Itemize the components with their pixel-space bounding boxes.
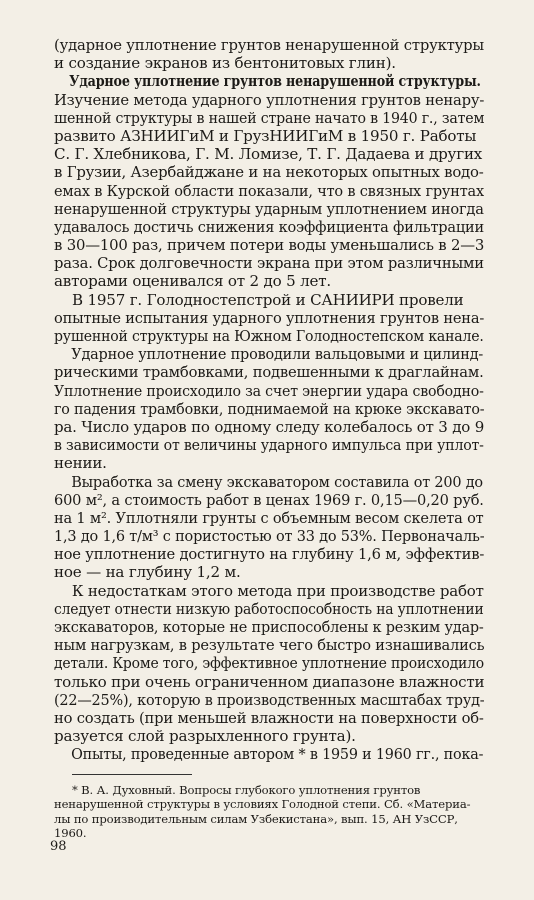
text-line: следует отнести низкую работоспособность на уплотнении (54, 599, 484, 618)
text-line: (22—25%), которую в производственных масштабах труд- (54, 690, 485, 709)
text-line: но создать (при меньшей влажности на поверхности об- (54, 708, 484, 727)
paragraph-start: В 1957 г. Голодностепстрой и САНИИРИ провели (72, 290, 464, 309)
text-line: рическими трамбовками, подвешенными к драглайнам. (54, 363, 484, 382)
text-line: 1,3 до 1,6 т/м³ с пористостью от 33 до 53%. Первоначаль- (54, 527, 485, 546)
text-line: экскаваторов, которые не приспособлены к резким удар- (54, 618, 484, 636)
text-line: ное уплотнение достигнуто на глубину 1,6 м, эффектив- (54, 545, 485, 564)
footnote-rule (72, 774, 192, 775)
text-line: ра. Число ударов по одному следу колебалось от 3 до 9 (54, 417, 485, 436)
text-line: нении. (54, 454, 107, 473)
text-line: шенной структуры в нашей стране начато в 1940 г., затем (54, 108, 485, 127)
text-line: детали. Кроме того, эффективное уплотнение происходило (54, 654, 484, 673)
text-line: Изучение метода ударного уплотнения грунтов ненару- (54, 90, 485, 109)
text-line: авторами оценивался от 2 до 5 лет. (54, 272, 331, 291)
paragraph-start: Опыты, проведенные автором * в 1959 и 1960 гг., пока- (71, 745, 484, 764)
text-line: Уплотнение происходило за счет энергии удара свободно- (54, 381, 484, 400)
text-line: С. Г. Хлебникова, Г. М. Ломизе, Т. Г. Дадаева и других (54, 145, 483, 164)
text-line: ным нагрузкам, в результате чего быстро изнашивались (54, 636, 485, 655)
body-text (54, 36, 484, 764)
text-line: и создание экранов из бентонитовых глин). (54, 54, 396, 73)
paragraph-start: Ударное уплотнение проводили вальцовыми и цилинд- (71, 345, 484, 364)
text-line: опытные испытания ударного уплотнения грунтов нена- (54, 308, 485, 327)
text-line: в Грузии, Азербайджане и на некоторых опытных водо- (54, 163, 484, 182)
text-line: разуется слой разрыхленного грунта). (54, 727, 356, 746)
text-line: в зависимости от величины ударного импульса при уплот- (54, 436, 484, 455)
text-line: только при очень ограниченном диапазоне влажности (54, 672, 485, 691)
paragraph-start: К недостаткам этого метода при производстве работ (71, 581, 484, 600)
text-line: развито АЗНИИГиМ и ГрузНИИГиМ в 1950 г. Работы (54, 126, 477, 145)
footnote-line: лы по производительным силам Узбекистана», вып. 15, АН УзССР, (54, 811, 458, 826)
footnote-line: * В. А. Духовный. Вопросы глубокого уплотнения грунтов (72, 782, 421, 797)
footnotes (54, 774, 484, 841)
paragraph-start: Выработка за смену экскаватором составила от 200 до (71, 472, 483, 491)
footnote-line: 1960. (54, 826, 87, 841)
text-line: удавалось достичь снижения коэффициента фильтрации (54, 217, 484, 236)
page-number: 98 (50, 839, 67, 854)
text-line: в 30—100 раз, причем потери воды уменьшались в 2—3 (54, 236, 485, 255)
text-line: раза. Срок долговечности экрана при этом различными (54, 254, 484, 273)
text-line: 600 м², а стоимость работ в ценах 1969 г. 0,15—0,20 руб. (54, 490, 484, 509)
text-line: го падения трамбовки, поднимаемой на крюке экскавато- (54, 399, 485, 418)
text-line: ненарушенной структуры ударным уплотнением иногда (54, 199, 484, 218)
text-line: на 1 м². Уплотняли грунты с объемным весом скелета от (54, 508, 484, 527)
text-line: ное — на глубину 1,2 м. (54, 563, 241, 582)
text-line: (ударное уплотнение грунтов ненарушенной структуры (54, 36, 484, 54)
text-line: рушенной структуры на Южном Голодностепском канале. (54, 327, 484, 345)
footnote-line: ненарушенной структуры в условиях Голодной степи. Сб. «Материа- (54, 797, 471, 812)
text-line: емах в Курской области показали, что в связных грунтах (54, 181, 484, 200)
section-heading: Ударное уплотнение грунтов ненарушенной структуры. (69, 72, 481, 91)
